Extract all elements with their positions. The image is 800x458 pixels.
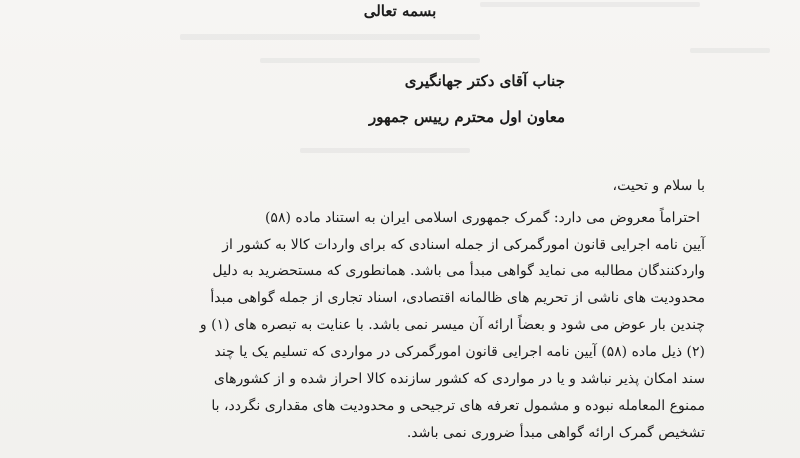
body-line: چندین بار عوض می شود و بعضاً ارائه آن میسر نمی باشد. با عنایت به تبصره های (۱) و	[199, 317, 705, 333]
body-line: واردکنندگان مطالبه می نماید گواهی مبدأ می باشد. همانطوری که مستحضرید به دلیل	[212, 263, 705, 279]
addressee-name: جناب آقای دکتر جهانگیری	[404, 72, 565, 90]
bleed-through-mark	[180, 34, 480, 40]
bleed-through-mark	[300, 148, 470, 153]
body-line: آیین نامه اجرایی قانون امورگمرکی از جمله اسنادی که برای واردات کالا به کشور از	[222, 237, 705, 253]
bleed-through-mark	[260, 58, 480, 63]
body-line: سند امکان پذیر نباشد و یا در مواردی که کشور سازنده کالا احراز شده و از کشورهای	[213, 371, 705, 387]
body-line: ممنوع المعامله نبوده و مشمول تعرفه های ترجیحی و محدودیت های مقداری نگردد، با	[211, 398, 705, 414]
addressee-title: معاون اول محترم رییس جمهور	[368, 108, 565, 126]
bleed-through-mark	[690, 48, 770, 53]
body-line: (۲) ذیل ماده (۵۸) آیین نامه اجرایی قانون امورگمرکی در مواردی که تسلیم یک یا چند	[214, 344, 705, 360]
body-line: محدودیت های ناشی از تحریم های ظالمانه اقتصادی، اسناد تجاری از جمله گواهی مبدأ	[210, 290, 705, 306]
greeting: با سلام و تحیت،	[612, 178, 705, 194]
letter-heading: بسمه تعالی	[363, 2, 437, 20]
body-line: احتراماً معروض می دارد: گمرک جمهوری اسلامی ایران به استناد ماده (۵۸)	[264, 210, 700, 226]
body-line: تشخیص گمرک ارائه گواهی مبدأ ضروری نمی باشد.	[406, 425, 705, 441]
